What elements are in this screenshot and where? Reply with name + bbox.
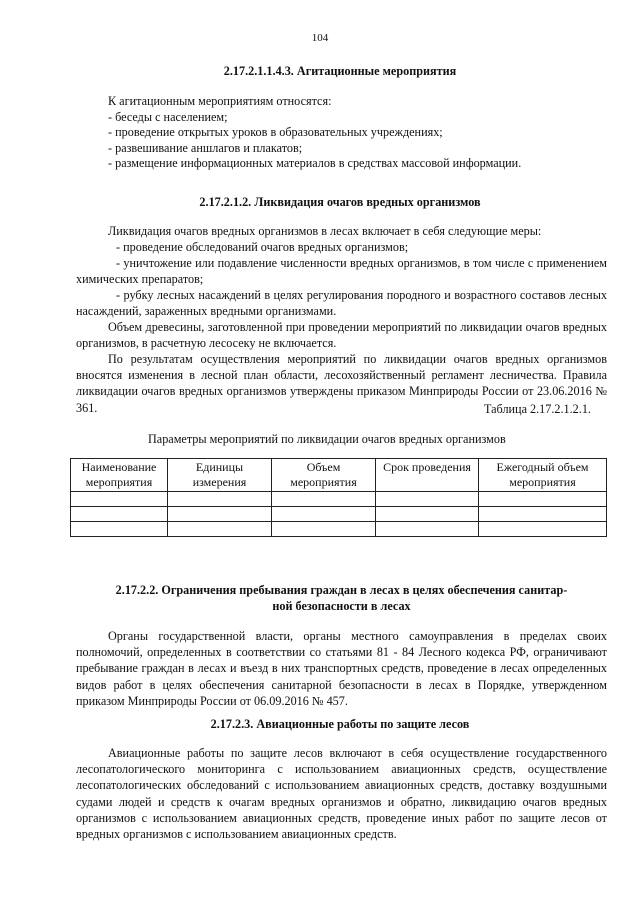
table-cell (168, 507, 272, 522)
agitation-item: - проведение открытых уроков в образовательных учреждениях; (108, 125, 443, 139)
table-header-cell: Срок проведения (376, 459, 479, 492)
pest-bullet-3: - рубку лесных насаждений в целях регулирования породного и возрастного составов лесных насаждений, зараженных вредными организмами. (76, 288, 607, 319)
pest-intro: Ликвидация очагов вредных организмов в лесах включает в себя следующие меры: (108, 224, 542, 238)
parameters-table (70, 458, 607, 537)
pest-paragraph-volume: Объем древесины, заготовленной при проведении мероприятий по ликвидации очагов вредных организмов, в расчетную лесосеку не включается. (76, 320, 607, 351)
table-cell (272, 507, 376, 522)
pest-bullet-2: - уничтожение или подавление численности вредных организмов, в том числе с применением химических препаратов; (76, 256, 607, 287)
table-cell (71, 507, 168, 522)
table-caption: Параметры мероприятий по ликвидации очагов вредных организмов (148, 432, 506, 446)
pest-bullet-1: - проведение обследований очагов вредных организмов; (116, 240, 409, 254)
table-cell (479, 492, 607, 507)
table-cell (168, 522, 272, 537)
agitation-item: - развешивание аншлагов и плакатов; (108, 141, 303, 155)
section-heading-aviation: 2.17.2.3. Авиационные работы по защите лесов (210, 717, 470, 731)
section-heading-pest-elimination: 2.17.2.1.2. Ликвидация очагов вредных организмов (199, 195, 481, 209)
section-heading-access-restriction: 2.17.2.2. Ограничения пребывания граждан в лесах в целях обеспечения санитар- (115, 583, 568, 597)
table-cell (272, 522, 376, 537)
section-heading-agitation: 2.17.2.1.1.4.3. Агитационные мероприятия (223, 64, 457, 78)
table-header-cell: Ежегодный объем мероприятия (479, 459, 607, 492)
page-number: 104 (311, 32, 329, 44)
access-restriction-paragraph: Органы государственной власти, органы местного самоуправления в пределах своих полномочий, определенных в соответствии со статьями 81 - 84 Лесного кодекса РФ, ограничивают пребывание граждан в лесах и въезд в них транспортных средств, проведение в лесах определенных видов работ в целях обеспечения санитарной безопасности в лесах в Порядке, утвержденном приказом Минприроды России от 06.09.2016 № 457. (76, 629, 607, 708)
table-header-cell: Единицы измерения (168, 459, 272, 492)
table-cell (272, 492, 376, 507)
table-header-row (71, 459, 607, 492)
table-number: Таблица 2.17.2.1.2.1. (484, 402, 591, 416)
aviation-paragraph: Авиационные работы по защите лесов включают в себя осуществление государственного лесопатологического мониторинга с использованием авиационных средств, осуществление лесопатологических обследований с использованием авиационных средств, доставку воздушными судами людей и средств к очагам вредных организмов и обратно, ликвидацию очагов вредных организмов с использованием авиационных средств, проведение иных работ по защите лесов от вредных организмов с использованием авиационных средств. (76, 746, 607, 842)
table-header-cell: Объем мероприятия (272, 459, 376, 492)
table-cell (376, 492, 479, 507)
table-cell (479, 522, 607, 537)
table-row (71, 492, 607, 507)
table-cell (376, 522, 479, 537)
agitation-item: - размещение информационных материалов в средствах массовой информации. (108, 156, 522, 170)
section-heading-access-restriction-cont: ной безопасности в лесах (272, 599, 411, 613)
table-row (71, 507, 607, 522)
table-cell (376, 507, 479, 522)
agitation-item: - беседы с населением; (108, 110, 228, 124)
table-cell (71, 522, 168, 537)
pest-paragraph-results: По результатам осуществления мероприятий по ликвидации очагов вредных организмов вносятся изменения в лесной план области, лесохозяйственный регламент лесничества. Правила ликвидации очагов вредных организмов утверждены приказом Минприроды России от 23.06.2016 № 361. (76, 352, 607, 415)
table-cell (71, 492, 168, 507)
table-cell (168, 492, 272, 507)
table-header-cell: Наименование мероприятия (71, 459, 168, 492)
table-row (71, 522, 607, 537)
table-cell (479, 507, 607, 522)
agitation-intro: К агитационным мероприятиям относятся: (108, 94, 332, 108)
